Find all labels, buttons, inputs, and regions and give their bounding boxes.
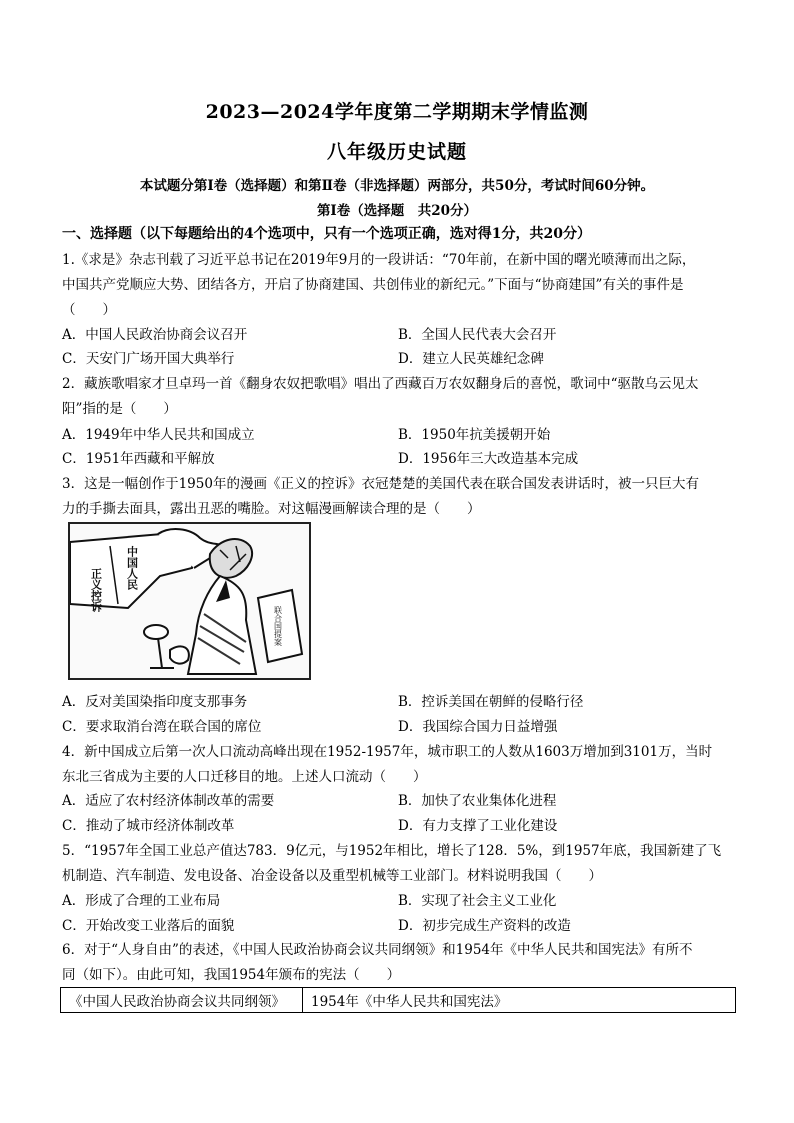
cartoon-image	[68, 522, 311, 680]
q6-stem-line2: 同（如下）。由此可知，我国1954年颁布的宪法（ ）	[62, 967, 401, 983]
q4-option-c: C．推动了城市经济体制改革	[62, 818, 235, 834]
q5-stem-line2: 机制造、汽车制造、发电设备、冶金设备以及重型机械等工业部门。材料说明我国（ ）	[62, 868, 602, 884]
q5-option-a: A．形成了合理的工业布局	[62, 893, 221, 909]
q6-stem-line1: 6．对于“人身自由”的表述，《中国人民政治协商会议共同纲领》和1954年《中华人民共和国宪法》有所不	[62, 942, 693, 958]
cartoon-sleeve-text: 中国人民	[125, 546, 139, 590]
section-heading: 一、选择题（以下每题给出的4个选项中，只有一个选项正确，选对得1分，共20分）	[62, 226, 591, 242]
q4-option-b: B．加快了农业集体化进程	[398, 793, 557, 809]
cartoon-document-text: 联合国提案	[273, 606, 283, 646]
q1-option-c: C．天安门广场开国大典举行	[62, 351, 235, 367]
q4-option-a: A．适应了农村经济体制改革的需要	[62, 793, 275, 809]
cartoon-drawing	[70, 524, 309, 678]
q5-option-b: B．实现了社会主义工业化	[398, 893, 557, 909]
q4-stem-line1: 4．新中国成立后第一次人口流动高峰出现在1952-1957年，城市职工的人数从1603万增加到3101万，当时	[62, 744, 713, 760]
part-one-heading: 第Ⅰ卷（选择题 共20分）	[316, 203, 478, 219]
q3-stem-line1: 3．这是一幅创作于1950年的漫画《正义的控诉》衣冠楚楚的美国代表在联合国发表讲话时，被一只巨大有	[62, 476, 699, 492]
q3-option-b: B．控诉美国在朝鲜的侵略行径	[398, 694, 584, 710]
q5-option-d: D．初步完成生产资料的改造	[398, 918, 571, 934]
q1-stem-line1: 1.《求是》杂志刊载了习近平总书记在2019年9月的一段讲话：“70年前，在新中国的曙光喷薄而出之际，	[62, 252, 696, 268]
exam-subtitle: 八年级历史试题	[326, 141, 467, 163]
q1-option-a: A．中国人民政治协商会议召开	[62, 327, 248, 343]
q5-option-c: C．开始改变工业落后的面貌	[62, 918, 235, 934]
q2-option-b: B．1950年抗美援朝开始	[398, 427, 551, 443]
exam-intro: 本试题分第Ⅰ卷（选择题）和第Ⅱ卷（非选择题）两部分，共50分，考试时间60分钟。	[139, 178, 655, 194]
q4-option-d: D．有力支撑了工业化建设	[398, 818, 558, 834]
q1-stem-line3: （ ）	[62, 302, 116, 318]
q2-option-c: C．1951年西藏和平解放	[62, 451, 215, 467]
exam-title: 2023—2024学年度第二学期期末学情监测	[205, 101, 589, 123]
q1-stem-line2: 中国共产党顺应大势、团结各方，开启了协商建国、共创伟业的新纪元。”下面与“协商建国”有关的事件是	[62, 277, 684, 293]
q2-option-a: A．1949年中华人民共和国成立	[62, 427, 255, 443]
q3-option-d: D．我国综合国力日益增强	[398, 719, 558, 735]
q2-stem-line1: 2．藏族歌唱家才旦卓玛一首《翻身农奴把歌唱》唱出了西藏百万农奴翻身后的喜悦，歌词中“驱散乌云见太	[62, 376, 699, 392]
q1-option-b: B．全国人民代表大会召开	[398, 327, 557, 343]
table-header-constitution-1954: 1954年《中华人民共和国宪法》	[303, 988, 736, 1013]
q2-option-d: D．1956年三大改造基本完成	[398, 451, 579, 467]
q1-option-d: D．建立人民英雄纪念碑	[398, 351, 544, 367]
q6-comparison-table	[60, 987, 736, 1013]
table-header-common-program: 《中国人民政治协商会议共同纲领》	[61, 988, 303, 1013]
q3-option-a: A．反对美国染指印度支那事务	[62, 694, 248, 710]
q4-stem-line2: 东北三省成为主要的人口迁移目的地。上述人口流动（ ）	[62, 769, 427, 785]
cartoon-label-justice: 正义控诉	[89, 568, 103, 612]
q2-stem-line2: 阳”指的是（ ）	[62, 401, 177, 417]
q3-stem-line2: 力的手撕去面具，露出丑恶的嘴脸。对这幅漫画解读合理的是（ ）	[62, 501, 481, 517]
table-row	[61, 988, 736, 1013]
q3-option-c: C．要求取消台湾在联合国的席位	[62, 719, 262, 735]
q5-stem-line1: 5．“1957年全国工业总产值达783．9亿元，与1952年相比，增长了128．5%，到1957年底，我国新建了飞	[62, 843, 722, 859]
